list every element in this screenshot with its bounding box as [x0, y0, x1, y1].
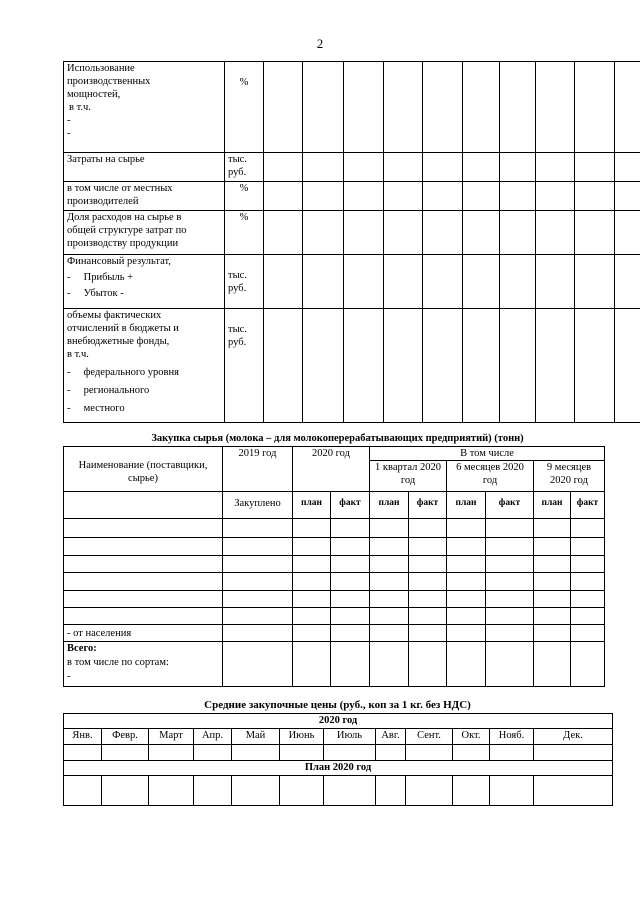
plan-header: план	[370, 492, 409, 519]
population-row-label: - от населения	[64, 625, 223, 642]
month-label: Сент.	[406, 729, 453, 745]
month-label: Авг.	[376, 729, 406, 745]
month-label: Март	[149, 729, 194, 745]
q1-header: 1 квартал 2020 год	[370, 461, 447, 492]
average-prices-table	[63, 713, 613, 806]
9months-header: 9 месяцев 2020 год	[534, 461, 605, 492]
fact-header: факт	[409, 492, 447, 519]
plan-header: план	[534, 492, 571, 519]
name-header: Наименование (поставщики, сырье)	[64, 447, 223, 492]
month-label: Нояб.	[490, 729, 534, 745]
table-row	[64, 608, 605, 625]
months-row	[64, 729, 613, 745]
month-label: Февр.	[102, 729, 149, 745]
plan-header: план	[447, 492, 486, 519]
row-label: объемы фактических отчислений в бюджеты и внебюджетные фонды, в т.ч. - федерального уровня - регионального - местного	[64, 309, 225, 423]
table-row	[64, 776, 613, 806]
table-row	[64, 591, 605, 608]
prices-table-title: Средние закупочные цены (руб., коп за 1 кг. без НДС)	[204, 699, 471, 711]
month-label: Июль	[324, 729, 376, 745]
row-label: Затраты на сырье	[64, 153, 225, 182]
month-label: Окт.	[453, 729, 490, 745]
year-2020-header: 2020 год	[64, 714, 613, 729]
unit-cell: тыс. руб.	[225, 255, 264, 309]
6months-header: 6 месяцев 2020 год	[447, 461, 534, 492]
table-row	[64, 255, 640, 309]
year-2019-header: 2019 год	[223, 447, 293, 492]
fact-header: факт	[571, 492, 605, 519]
month-label: Июнь	[280, 729, 324, 745]
fact-header: факт	[331, 492, 370, 519]
table-row	[64, 625, 605, 642]
header-row	[64, 761, 613, 776]
including-header: В том числе	[370, 447, 605, 461]
month-label: Апр.	[194, 729, 232, 745]
plan-2020-header: План 2020 год	[64, 761, 613, 776]
row-label: Доля расходов на сырье в общей структуре затрат по производству продукции	[64, 211, 225, 255]
year-2020-header: 2020 год	[293, 447, 370, 492]
table-row	[64, 745, 613, 761]
header-row	[64, 714, 613, 729]
unit-cell: %	[225, 62, 264, 153]
bought-header: Закуплено	[223, 492, 293, 519]
unit-cell: тыс. руб.	[225, 309, 264, 423]
table-row	[64, 153, 640, 182]
unit-cell: %	[225, 182, 264, 211]
header-row	[64, 492, 605, 519]
header-row	[64, 447, 605, 461]
month-label: Дек.	[534, 729, 613, 745]
indicators-table	[63, 61, 640, 423]
table-row	[64, 538, 605, 556]
raw-material-purchase-table	[63, 446, 605, 687]
table-row	[64, 573, 605, 591]
table-row	[64, 642, 605, 687]
table-row	[64, 62, 640, 153]
purchase-table-title: Закупка сырья (молока – для молокоперерабатывающих предприятий) (тонн)	[151, 433, 524, 444]
month-label: Янв.	[64, 729, 102, 745]
month-label: Май	[232, 729, 280, 745]
unit-cell: %	[225, 211, 264, 255]
total-row-label: Всего: в том числе по сортам: -	[64, 642, 223, 687]
page-number: 2	[316, 36, 324, 51]
fact-header: факт	[486, 492, 534, 519]
table-row	[64, 182, 640, 211]
row-label: Финансовый результат, - Прибыль + - Убыток -	[64, 255, 225, 309]
row-label: Использование производственных мощностей, в т.ч. - -	[64, 62, 225, 153]
unit-cell: тыс. руб.	[225, 153, 264, 182]
table-row	[64, 519, 605, 538]
table-row	[64, 211, 640, 255]
table-row	[64, 309, 640, 423]
row-label: в том числе от местных производителей	[64, 182, 225, 211]
plan-header: план	[293, 492, 331, 519]
table-row	[64, 556, 605, 573]
